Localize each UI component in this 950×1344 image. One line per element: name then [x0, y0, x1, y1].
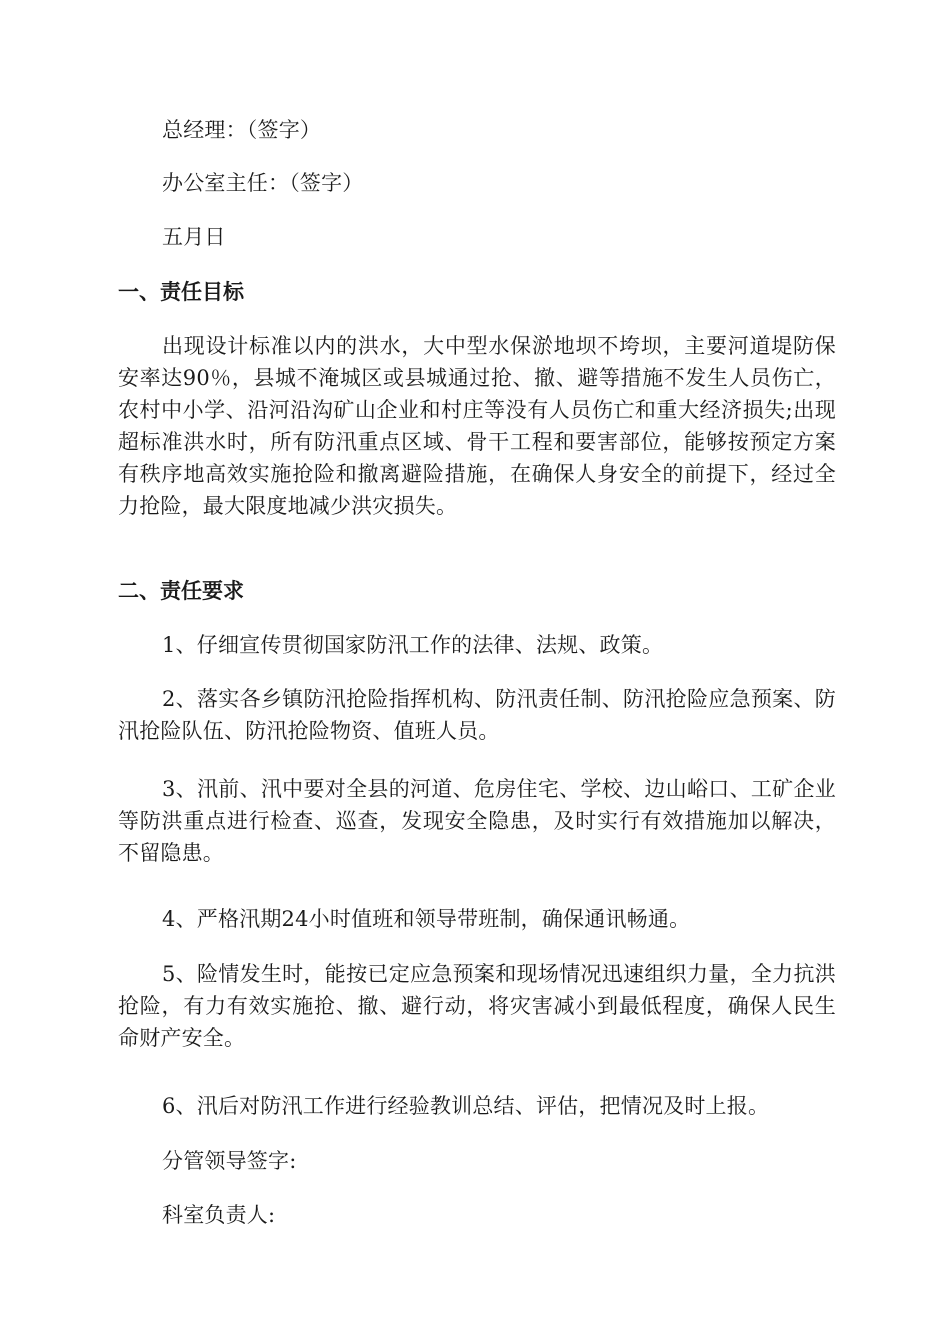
- goals-paragraph: 出现设计标准以内的洪水，大中型水保淤地坝不垮坝，主要河道堤防保安率达90％，县城不淹城区或县城通过抢、撤、避等措施不发生人员伤亡，农村中小学、沿河沿沟矿山企业和村庄等没有人员伤亡和重大经济损失;出现超标准洪水时，所有防汛重点区域、骨干工程和要害部位，能够按预定方案有秩序地高效实施抢险和撤离避险措施，在确保人身安全的前提下，经过全力抢险，最大限度地减少洪灾损失。: [118, 334, 836, 518]
- requirement-item-4: 4、严格汛期24小时值班和领导带班制，确保通讯畅通。: [162, 907, 691, 931]
- section-head-signature: 科室负责人:: [162, 1203, 276, 1227]
- leader-signature: 分管领导签字:: [162, 1149, 297, 1173]
- section-heading-goals: 一、责任目标: [118, 280, 244, 304]
- requirement-item-6: 6、汛后对防汛工作进行经验教训总结、评估，把情况及时上报。: [162, 1094, 770, 1118]
- requirement-item-5: 5、险情发生时，能按已定应急预案和现场情况迅速组织力量，全力抗洪抢险，有力有效实施抢、撤、避行动，将灾害减小到最低程度，确保人民生命财产安全。: [118, 962, 836, 1050]
- requirement-item-3: 3、汛前、汛中要对全县的河道、危房住宅、学校、边山峪口、工矿企业等防洪重点进行检查、巡查，发现安全隐患，及时实行有效措施加以解决，不留隐患。: [118, 777, 836, 865]
- office-director-signature: 办公室主任：（签字）: [162, 171, 364, 195]
- signature-date: 五月日: [162, 225, 226, 249]
- section-heading-requirements: 二、责任要求: [118, 579, 244, 603]
- requirement-item-2: 2、落实各乡镇防汛抢险指挥机构、防汛责任制、防汛抢险应急预案、防汛抢险队伍、防汛抢险物资、值班人员。: [118, 687, 836, 743]
- requirement-item-1: 1、仔细宣传贯彻国家防汛工作的法律、法规、政策。: [162, 633, 664, 657]
- general-manager-signature: 总经理：（签字）: [162, 118, 322, 142]
